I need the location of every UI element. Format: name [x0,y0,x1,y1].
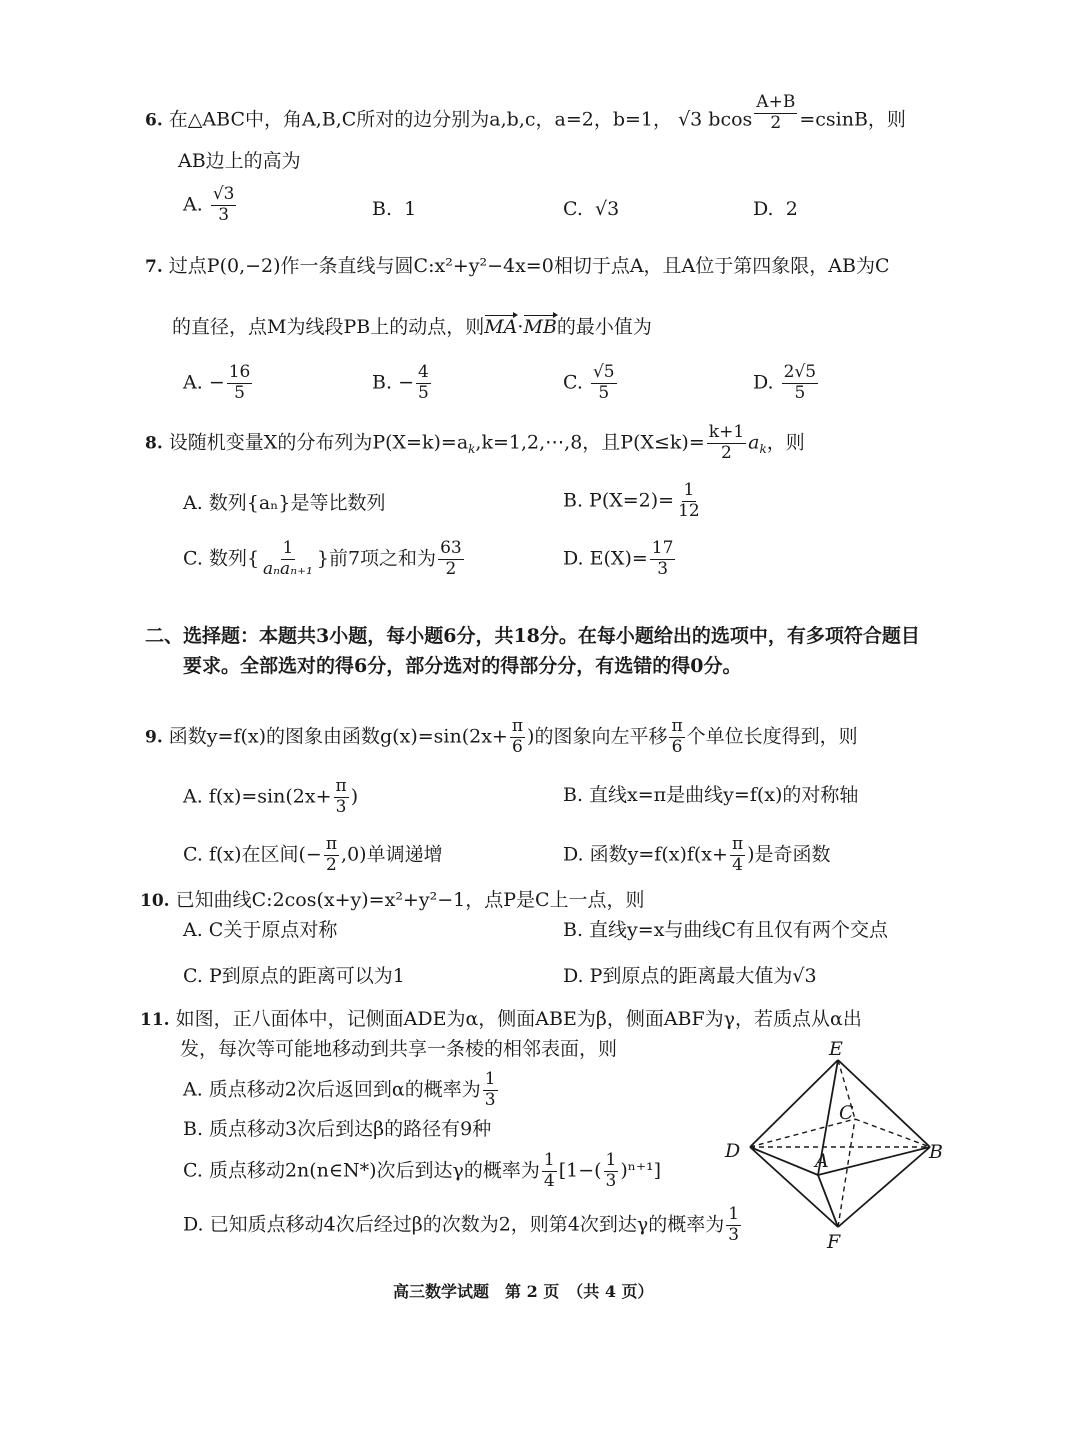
q6-opt-d-text: 2 [785,198,798,220]
q11-opt-c-post: )ⁿ⁺¹] [620,1159,662,1182]
q6-option-d [753,200,798,219]
q9-opt-c-post: ,0)单调递增 [341,843,443,866]
q8-opt-d-den: 3 [657,558,669,579]
q8-opt-d-pre: D. E(X)= [563,547,648,570]
q11-opt-c-frac2 [604,1152,619,1191]
q9-opt-c-pre: C. f(x)在区间(− [183,843,322,866]
q11-option-d [183,1206,743,1245]
q6-expr-den: 2 [770,112,782,133]
vertex-label-A: A [815,1150,829,1172]
q7-opt-c-den: 5 [598,382,610,403]
q7-vector-mb: MB [523,316,557,338]
q9-opt-a-den: 3 [335,796,347,817]
q8-opt-b-frac [676,482,702,521]
q6-option-b [372,200,416,219]
q7-opt-c-num: √5 [592,362,615,382]
q9-opt-d-post: )是奇函数 [747,843,831,866]
q8-line1: 8. 设随机变量X的分布列为$P(X=k)=a_k,k=1,2,\cdots,8$，且P(X≤k)= $\frac{k+1}{2}$ $a_k$，则 [145,422,805,463]
q9-text-a: 函数y=f(x)的图象由函数g(x)=sin(2x+ [168,725,508,748]
q11-opt-d-den: 3 [728,1224,740,1245]
q9-option-a [183,778,358,817]
q11-option-b: B. 质点移动3次后到达β的路径有9种 [183,1118,492,1140]
q8-option-d [563,540,677,579]
q6-line2: AB边上的高为 [178,150,301,172]
q6-text: 在△ABC中，角A,B,C所对的边分别为a,b,c，a=2，b=1， [168,108,673,131]
q6-number: 6. [145,110,163,131]
q7-option-b [372,364,433,403]
q6-opt-d-label: D. [753,198,774,220]
q7-dot: · [517,316,524,338]
q7-opt-c-frac [591,364,617,403]
q7-vector-ma: MA [484,316,518,338]
q8-text-a3: a [748,431,760,454]
q11-opt-c-frac1 [542,1152,557,1191]
q10-option-d: D. P到原点的距离最大值为√3 [563,965,817,987]
q9-opt-d-num: π [731,834,744,854]
q6-line1 [145,92,906,133]
q6-opt-c-text: √3 [595,198,620,220]
q9-frac2-den: 6 [671,736,683,757]
q9-opt-a-post: ) [350,785,359,808]
vertex-label-D: D [725,1140,741,1162]
q11-opt-a-den: 3 [484,1089,496,1110]
q7-option-c [563,364,619,403]
q10-option-c: C. P到原点的距离可以为1 [183,965,405,987]
q7-opt-c-label: C. [563,371,583,394]
q8-text-a2: ,k=1,2,⋯,8，且P(X≤k)= [475,431,705,454]
q9-opt-d-pre: D. 函数y=f(x)f(x+ [563,843,728,866]
vertex-label-B: B [929,1141,943,1163]
q6-opt-a-label: A. [183,193,203,216]
q7-line2 [172,318,652,337]
q8-opt-c-pre: C. 数列{ [183,547,260,570]
q11-opt-c-den2: 3 [605,1170,617,1191]
octahedron-solid-edges [750,1060,930,1227]
q6-expr-post: =csinB，则 [799,108,906,131]
q6-option-a [183,186,238,225]
q11-line2: 发，每次等可能地移动到共享一条棱的相邻表面，则 [180,1038,618,1060]
q6-opt-b-label: B. [372,198,393,220]
q7-opt-d-num: 2√5 [783,362,817,382]
q11-opt-d-pre: D. 已知质点移动4次后经过β的次数为2，则第4次到达γ的概率为 [183,1213,725,1236]
q10-option-a: A. C关于原点对称 [183,919,338,941]
q7-opt-b-frac [416,364,431,403]
q10-number: 10. [140,891,170,911]
q6-opt-a-frac [211,186,237,225]
q7-opt-a-den: 5 [234,382,245,403]
q7-opt-b-label: B. [372,371,393,394]
q7-opt-b-den: 5 [417,382,429,403]
q9-opt-c-num: π [325,834,338,854]
q11-opt-c-mid: [1−( [558,1159,602,1182]
q9-opt-a-num: π [335,776,347,796]
q6-opt-a-num: √3 [212,184,235,204]
q8-opt-b-num: 1 [683,480,695,500]
q9-frac1-den: 6 [512,736,523,757]
q11-number: 11. [140,1010,170,1030]
q9-option-b: B. 直线x=π是曲线y=f(x)的对称轴 [563,784,859,806]
q7-opt-a-sign: − [208,371,225,394]
q8-opt-c-inner-num: 1 [282,538,294,558]
q11-opt-c-num1: 1 [543,1150,555,1170]
q6-expr-frac [754,94,797,133]
q6-opt-c-label: C. [563,198,583,220]
q11-option-a [183,1071,500,1110]
q7-opt-a-num: 16 [228,362,251,382]
q8-option-c [183,540,466,579]
q8-frac [707,424,746,463]
q9-opt-d-den: 4 [732,854,743,875]
q7-line1 [145,257,889,276]
q9-frac2-num: π [671,716,683,736]
vertex-label-F: F [827,1231,841,1250]
q11-opt-a-num: 1 [484,1069,496,1089]
q8-text-a: 设随机变量X的分布列为P(X=k)=a [168,431,469,454]
q8-number: 8. [145,433,163,454]
q7-number: 7. [145,257,163,277]
q11-opt-c-pre: C. 质点移动2n(n∈N*)次后到达γ的概率为 [183,1159,540,1182]
section2-line2: 要求。全部选对的得6分，部分选对的得部分分，有选错的得0分。 [183,655,742,677]
q6-option-c [563,200,619,219]
edge-CB [855,1119,930,1147]
edge-FA [818,1175,838,1227]
q10-option-b: B. 直线y=x与曲线C有且仅有两个交点 [563,919,888,941]
q8-option-a: A. 数列{aₙ}是等比数列 [183,492,386,514]
q9-frac1-num: π [511,716,524,736]
q8-opt-d-num: 17 [651,538,674,558]
q11-text-line1: 如图，正八面体中，记侧面ADE为α，侧面ABE为β，侧面ABF为γ，若质点从α出 [175,1008,862,1030]
q8-frac-den: 2 [721,442,732,463]
q10-text: 已知曲线C:2cos(x+y)=x²+y²−1，点P是C上一点，则 [175,889,645,911]
q9-opt-d-frac [730,836,745,875]
q7-option-a [183,364,254,403]
edge-DA [750,1147,818,1175]
octahedron-figure [715,1035,955,1250]
vertex-label-C: C [839,1102,854,1124]
q6-expr-pre: √3 bcos [678,108,753,131]
q9-opt-c-frac [324,836,339,875]
q8-frac-num: k+1 [708,422,745,442]
q9-frac2 [669,718,684,757]
q7-opt-d-frac [782,364,818,403]
q6-expr-num: A+B [756,92,796,112]
q8-opt-c-den: 2 [445,558,457,579]
q9-line1 [145,718,858,757]
q11-line1 [140,1010,862,1029]
q11-opt-d-num: 1 [728,1204,740,1224]
q7-text-a: 过点P(0,−2)作一条直线与圆C:x²+y²−4x=0相切于点A，且A位于第四象限，AB为C [168,255,890,277]
q7-opt-d-den: 5 [794,382,806,403]
page-footer: 高三数学试题 第 2 页 （共 4 页） [393,1282,654,1301]
q9-opt-c-den: 2 [326,854,337,875]
q9-opt-a-pre: A. f(x)=sin(2x+ [183,785,332,808]
octahedron-hidden-edges [750,1060,930,1227]
q6-opt-b-text: 1 [404,198,417,220]
q7-opt-d-label: D. [753,371,774,394]
q8-opt-c-inner-den: aₙaₙ₊₁ [263,558,313,579]
q8-text-a4: ，则 [766,431,805,454]
q7-opt-b-sign: − [398,371,414,394]
q9-opt-a-frac [334,778,349,817]
q8-opt-b-pre: B. P(X=2)= [563,489,675,512]
q7-opt-a-frac [227,364,253,403]
q11-opt-c-den1: 4 [543,1170,555,1191]
edge-FC [838,1119,855,1227]
q9-frac1 [510,718,525,757]
q9-option-d [563,836,831,875]
vertex-label-E: E [829,1038,843,1060]
q8-option-b [563,482,704,521]
section2-line1: 二、选择题：本题共3小题，每小题6分，共18分。在每小题给出的选项中，有多项符合题目 [145,625,920,647]
q10-line1 [140,891,645,910]
q6-opt-a-den: 3 [218,204,230,225]
q11-opt-a-pre: A. 质点移动2次后返回到α的概率为 [183,1078,481,1101]
q8-opt-d-frac [650,540,676,579]
q11-option-c [183,1152,661,1191]
q7-opt-a-label: A. [183,371,203,394]
q8-opt-c-inner-frac [261,540,315,579]
q9-number: 9. [145,727,163,748]
q7-text-b-post: 的最小值为 [556,316,652,338]
q8-opt-b-den: 12 [678,500,700,521]
q7-option-d [753,364,820,403]
q9-option-c [183,836,443,875]
q11-opt-c-num2: 1 [605,1150,617,1170]
q8-opt-c-frac [438,540,464,579]
q7-opt-b-num: 4 [417,362,429,382]
q7-text-b-pre: 的直径，点M为线段PB上的动点，则 [172,316,485,338]
q8-opt-c-num: 63 [440,538,462,558]
q11-opt-a-frac [483,1071,498,1110]
q9-text-c: 个单位长度得到，则 [686,725,858,748]
q9-text-b: )的图象向左平移 [527,725,668,748]
q8-opt-c-mid: }前7项之和为 [316,547,437,570]
